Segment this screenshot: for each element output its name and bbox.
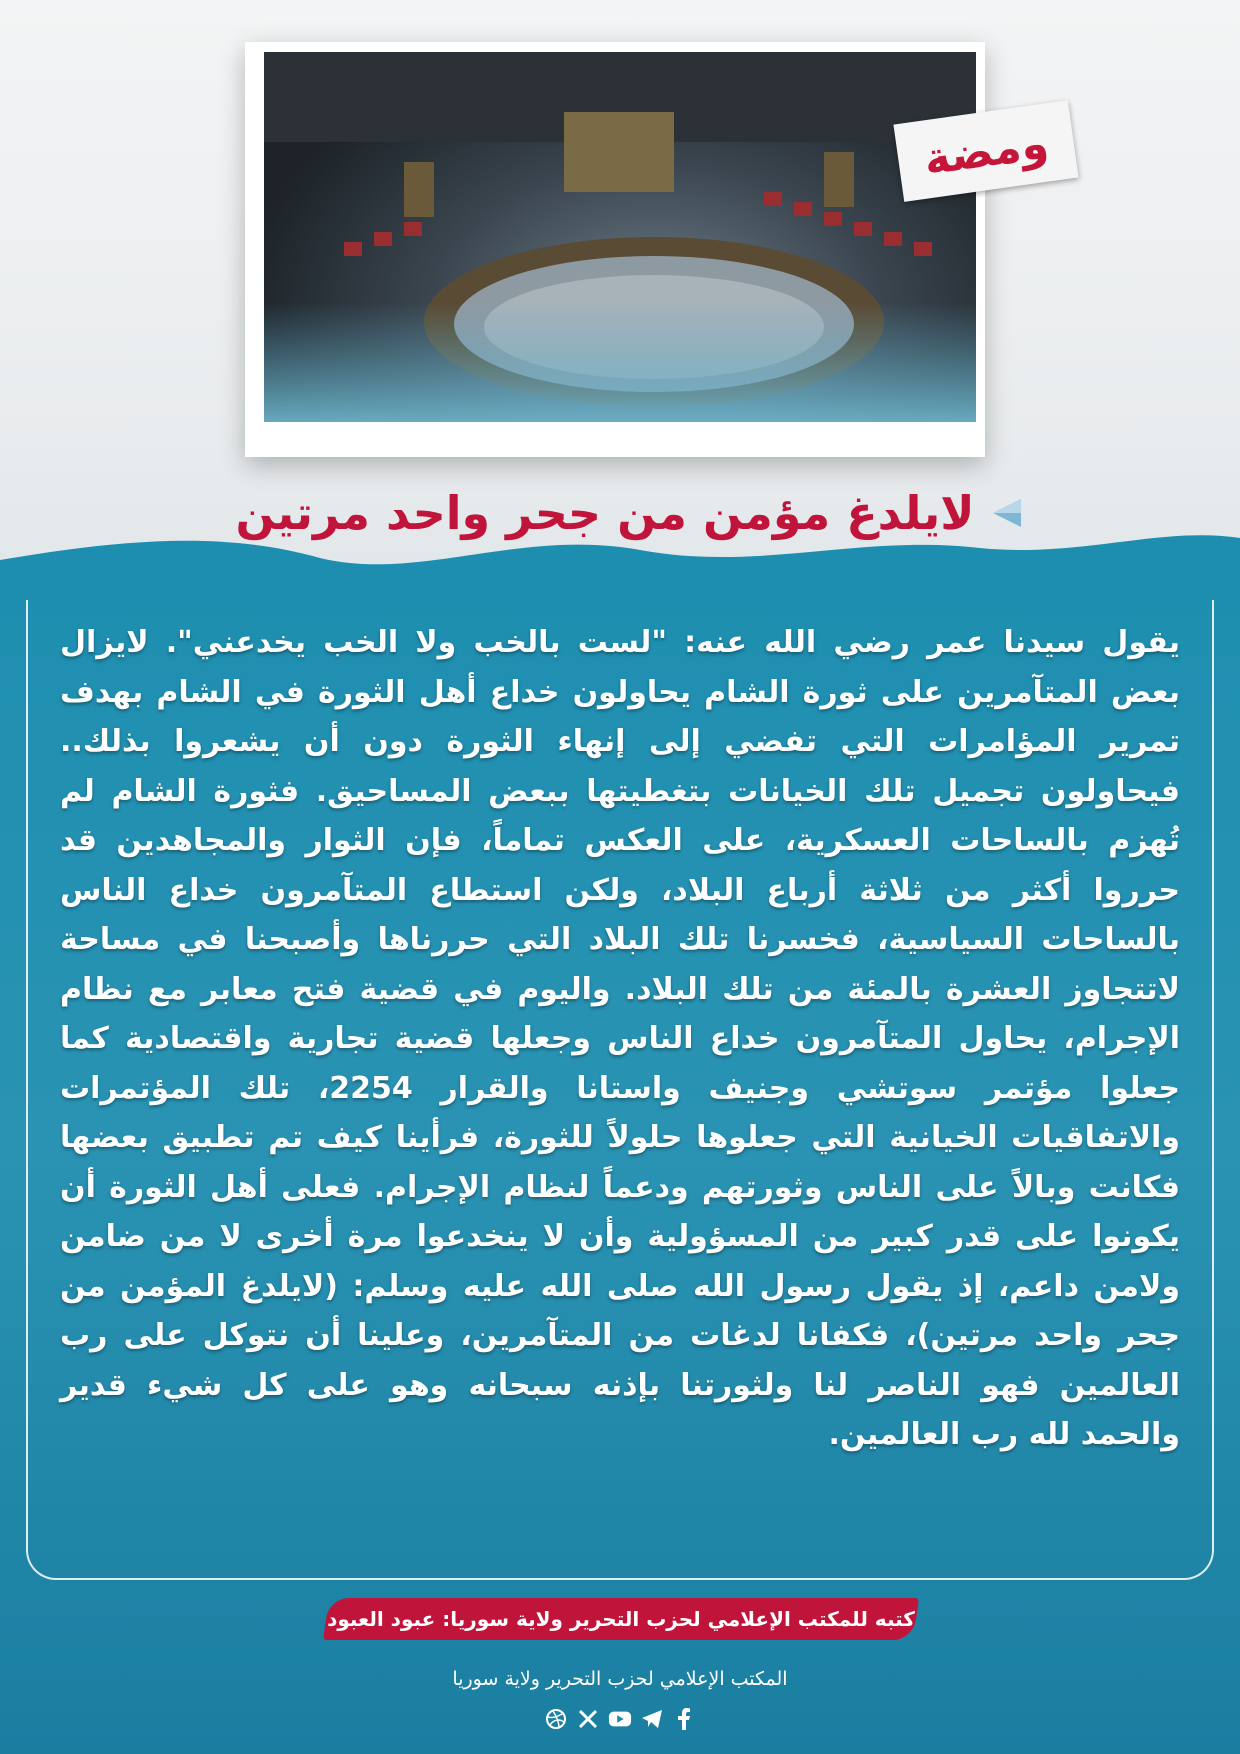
dribbble-icon[interactable] [544, 1707, 568, 1731]
page-title: لايلدغ مؤمن من جحر واحد مرتين [235, 486, 975, 540]
facebook-icon[interactable] [672, 1707, 696, 1731]
social-icons [540, 1704, 700, 1734]
x-icon[interactable] [576, 1707, 600, 1731]
article-body: يقول سيدنا عمر رضي الله عنه: "لست بالخب ولا الخب يخدعني". لايزال بعض المتآمرين على ثورة الشام يحاولون خداع أهل الثورة في الشام بهدف تمرير المؤامرات التي تفضي إلى إنهاء الثورة دون أن يشعروا بذلك.. فيحاولون تجميل تلك الخيانات بتغطيتها ببعض المساحيق. فثورة الشام لم تُهزم بالساحات العسكرية، على العكس تماماً، فإن الثوار والمجاهدين قد حرروا أكثر من ثلاثة أرباع البلاد، ولكن استطاع المتآمرون خداع الناس بالساحات السياسية، فخسرنا تلك البلاد التي حررناها وأصبحنا في مساحة لاتتجاوز العشرة بالمئة من تلك البلاد. واليوم في قضية فتح معابر مع نظام الإجرام، يحاول المتآمرون خداع الناس وجعلها قضية تجارية واقتصادية كما جعلوا مؤتمر سوتشي وجنيف واستانا والقرار 2254، تلك المؤتمرات والاتفاقيات الخيانية التي جعلوها حلولاً للثورة، فرأينا كيف تم تطبيق بعضها فكانت وبالاً على الناس وثورتهم ودعماً لنظام الإجرام. فعلى أهل الثورة أن يكونوا على قدر كبير من المسؤولية وأن لا ينخدعوا مرة أخرى لا من ضامن ولامن داعم، إذ يقول رسول الله صلى الله عليه وسلم: (لايلدغ المؤمن من جحر واحد مرتين)، فكفانا لدغات من المتآمرين، وعلينا أن نتوكل على رب العالمين فهو الناصر لنا ولثورتنا بإذنه سبحانه وهو على كل شيء قدير والحمد لله رب العالمين. [60, 625, 1180, 1452]
brand-badge-label: ومضة [920, 117, 1052, 185]
telegram-icon[interactable] [640, 1707, 664, 1731]
footer-org: المكتب الإعلامي لحزب التحرير ولاية سوريا [452, 1668, 788, 1690]
triangle-pointer-icon [989, 495, 1025, 531]
conference-photo-illustration [264, 52, 976, 422]
title-row [220, 478, 1040, 548]
conference-photo [264, 52, 976, 422]
author-credit: كتبه للمكتب الإعلامي لحزب التحرير ولاية سوريا: عبود العبود [327, 1607, 915, 1631]
youtube-icon[interactable] [608, 1707, 632, 1731]
